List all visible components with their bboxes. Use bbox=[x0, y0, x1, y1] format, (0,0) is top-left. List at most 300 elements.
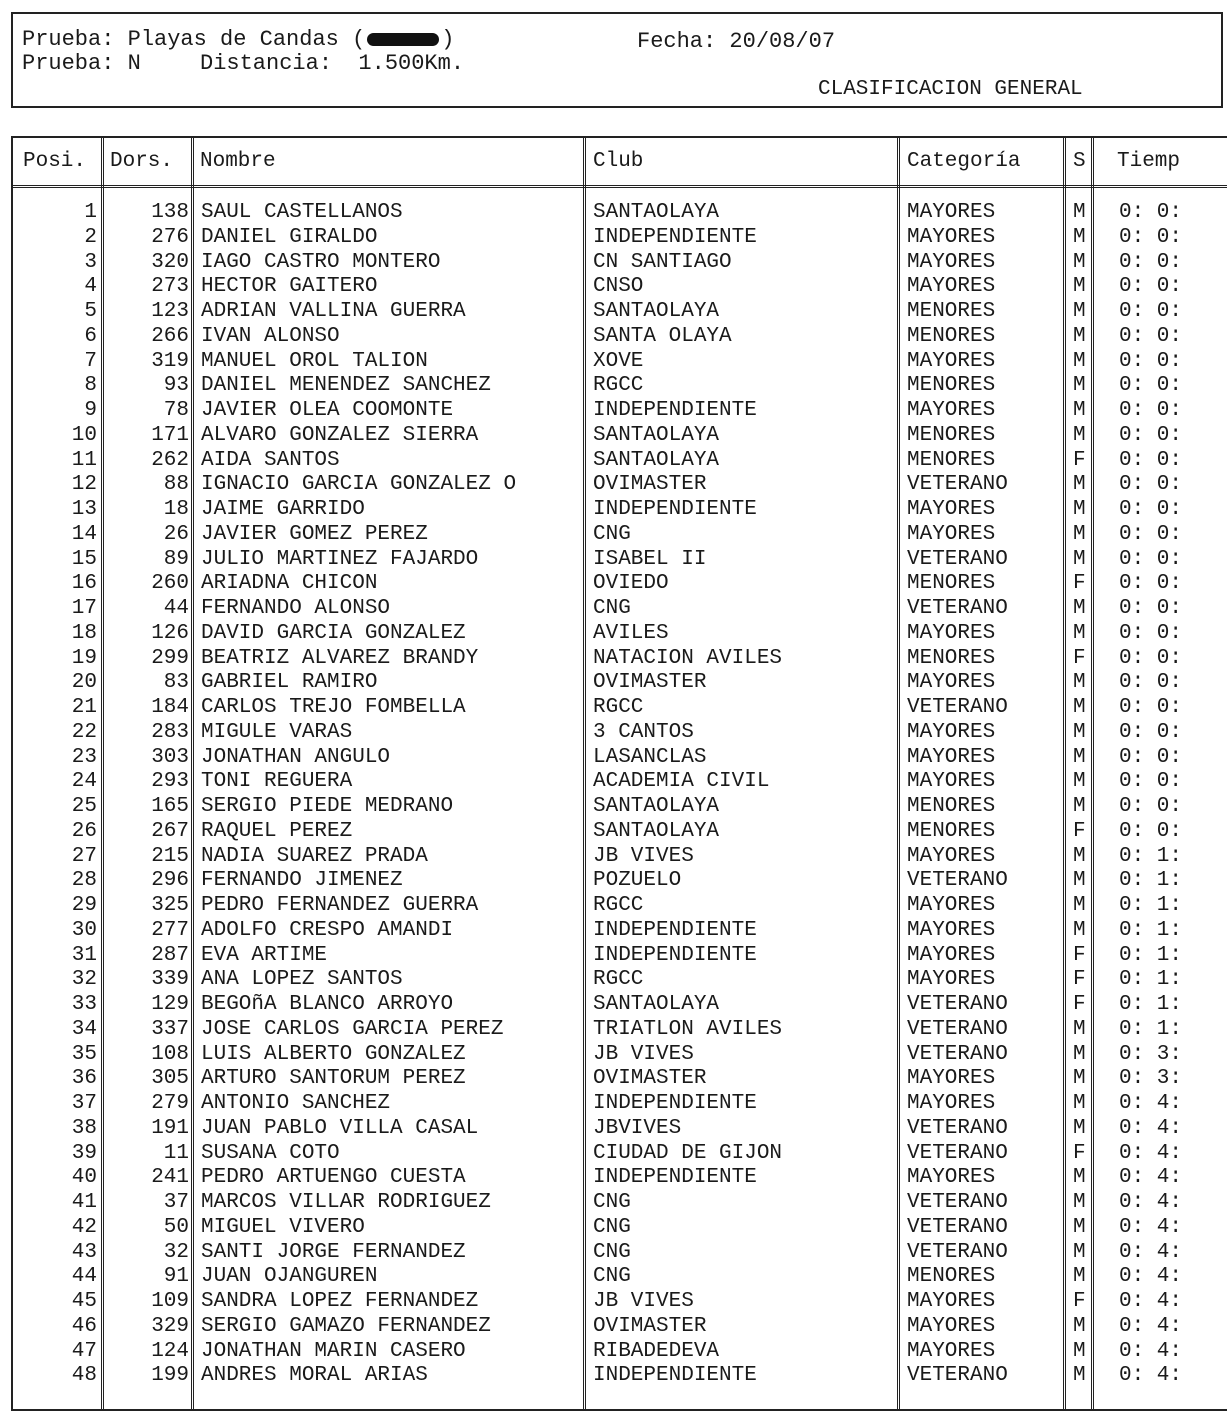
results-table bbox=[11, 136, 1227, 1411]
club-cell: JBVIVES bbox=[593, 1116, 682, 1140]
table-row bbox=[13, 868, 1227, 893]
time-cell: 0: 0: bbox=[1119, 399, 1183, 422]
club-cell: INDEPENDIENTE bbox=[593, 918, 757, 942]
time-cell: 0: 0: bbox=[1119, 275, 1183, 299]
position-cell: 30 bbox=[71, 918, 97, 942]
category-cell: MAYORES bbox=[907, 918, 996, 942]
time-cell: 0: 0: bbox=[1119, 720, 1183, 744]
table-row bbox=[13, 250, 1227, 275]
sex-cell: M bbox=[1073, 225, 1086, 249]
time-cell: 0: 1: bbox=[1119, 943, 1183, 967]
name-cell: RAQUEL PEREZ bbox=[201, 819, 353, 843]
sex-cell: M bbox=[1073, 1017, 1086, 1041]
name-cell: NADIA SUAREZ PRADA bbox=[201, 844, 428, 868]
club-cell: SANTAOLAYA bbox=[593, 819, 720, 843]
table-row bbox=[13, 918, 1227, 943]
bib-cell: 266 bbox=[151, 324, 189, 348]
bib-cell: 138 bbox=[151, 201, 189, 224]
sex-cell: M bbox=[1073, 275, 1086, 299]
name-cell: ALVARO GONZALEZ SIERRA bbox=[201, 423, 479, 447]
position-cell: 5 bbox=[84, 300, 97, 323]
category-cell: MAYORES bbox=[907, 770, 996, 794]
table-row bbox=[13, 398, 1227, 423]
table-row bbox=[13, 1116, 1227, 1141]
category-cell: MENORES bbox=[907, 819, 996, 843]
club-cell: CNG bbox=[593, 1215, 631, 1239]
bib-cell: 287 bbox=[151, 943, 189, 967]
col-header-club: Club bbox=[593, 150, 644, 173]
time-cell: 0: 1: bbox=[1119, 844, 1183, 868]
bib-cell: 91 bbox=[163, 1265, 189, 1289]
event-title bbox=[22, 28, 454, 52]
table-row bbox=[13, 596, 1227, 621]
time-cell: 0: 0: bbox=[1119, 374, 1183, 398]
club-cell: RGCC bbox=[593, 968, 644, 992]
bib-cell: 339 bbox=[151, 968, 189, 992]
position-cell: 41 bbox=[71, 1191, 97, 1214]
sex-cell: M bbox=[1073, 498, 1086, 521]
position-cell: 43 bbox=[71, 1240, 97, 1264]
category-cell: MAYORES bbox=[907, 621, 996, 645]
name-cell: MIGULE VARAS bbox=[201, 720, 353, 744]
position-cell: 26 bbox=[71, 819, 97, 843]
bib-cell: 279 bbox=[151, 1092, 189, 1115]
name-cell: ANDRES MORAL ARIAS bbox=[201, 1364, 428, 1388]
position-cell: 38 bbox=[71, 1116, 97, 1140]
club-cell: INDEPENDIENTE bbox=[593, 498, 757, 521]
sex-cell: M bbox=[1073, 869, 1086, 893]
club-cell: CNG bbox=[593, 1191, 631, 1214]
club-cell: JB VIVES bbox=[593, 1042, 694, 1066]
sex-cell: M bbox=[1073, 696, 1086, 719]
time-cell: 0: 4: bbox=[1119, 1364, 1183, 1388]
club-cell: AVILES bbox=[593, 621, 669, 645]
name-cell: PEDRO FERNANDEZ GUERRA bbox=[201, 894, 479, 917]
position-cell: 45 bbox=[71, 1290, 97, 1313]
bib-cell: 32 bbox=[163, 1240, 189, 1264]
time-cell: 0: 4: bbox=[1119, 1141, 1183, 1165]
bib-cell: 299 bbox=[151, 646, 189, 670]
category-cell: VETERANO bbox=[907, 597, 1008, 620]
club-cell: OVIEDO bbox=[593, 572, 669, 596]
category-cell: MENORES bbox=[907, 324, 996, 348]
club-cell: RGCC bbox=[593, 374, 644, 398]
name-cell: SANDRA LOPEZ FERNANDEZ bbox=[201, 1290, 479, 1313]
name-cell: MIGUEL VIVERO bbox=[201, 1215, 365, 1239]
bib-cell: 283 bbox=[151, 720, 189, 744]
category-cell: MAYORES bbox=[907, 522, 996, 546]
table-row bbox=[13, 769, 1227, 794]
club-cell: INDEPENDIENTE bbox=[593, 943, 757, 967]
club-cell: INDEPENDIENTE bbox=[593, 1364, 757, 1388]
sex-cell: M bbox=[1073, 1116, 1086, 1140]
bib-cell: 241 bbox=[151, 1166, 189, 1190]
club-cell: LASANCLAS bbox=[593, 745, 707, 769]
sex-cell: M bbox=[1073, 1364, 1086, 1388]
time-cell: 0: 0: bbox=[1119, 300, 1183, 323]
sex-cell: M bbox=[1073, 621, 1086, 645]
table-row bbox=[13, 695, 1227, 720]
category-cell: VETERANO bbox=[907, 473, 1008, 497]
table-row bbox=[13, 819, 1227, 844]
position-cell: 34 bbox=[71, 1017, 97, 1041]
name-cell: GABRIEL RAMIRO bbox=[201, 671, 378, 695]
category-cell: MENORES bbox=[907, 795, 996, 818]
bib-cell: 165 bbox=[151, 795, 189, 818]
redacted-mark bbox=[367, 33, 439, 46]
sex-cell: M bbox=[1073, 1166, 1086, 1190]
category-cell: MAYORES bbox=[907, 1314, 996, 1338]
position-cell: 15 bbox=[71, 547, 97, 571]
category-cell: VETERANO bbox=[907, 1141, 1008, 1165]
category-cell: VETERANO bbox=[907, 696, 1008, 719]
bib-cell: 11 bbox=[163, 1141, 189, 1165]
time-cell: 0: 0: bbox=[1119, 572, 1183, 596]
position-cell: 13 bbox=[71, 498, 97, 521]
time-cell: 0: 0: bbox=[1119, 473, 1183, 497]
category-cell: MAYORES bbox=[907, 399, 996, 422]
sex-cell: F bbox=[1073, 1290, 1086, 1313]
name-cell: IAGO CASTRO MONTERO bbox=[201, 250, 441, 274]
table-row bbox=[13, 522, 1227, 547]
table-row bbox=[13, 943, 1227, 968]
table-row bbox=[13, 1017, 1227, 1042]
name-cell: HECTOR GAITERO bbox=[201, 275, 378, 299]
time-cell: 0: 1: bbox=[1119, 1017, 1183, 1041]
col-header-sex: S bbox=[1073, 150, 1086, 173]
name-cell: SANTI JORGE FERNANDEZ bbox=[201, 1240, 466, 1264]
club-cell: XOVE bbox=[593, 349, 644, 373]
bib-cell: 89 bbox=[163, 547, 189, 571]
position-cell: 8 bbox=[84, 374, 97, 398]
category-cell: MENORES bbox=[907, 423, 996, 447]
sex-cell: M bbox=[1073, 522, 1086, 546]
position-cell: 24 bbox=[71, 770, 97, 794]
position-cell: 16 bbox=[71, 572, 97, 596]
position-cell: 29 bbox=[71, 894, 97, 917]
category-cell: MAYORES bbox=[907, 1339, 996, 1363]
time-cell: 0: 4: bbox=[1119, 1240, 1183, 1264]
time-cell: 0: 4: bbox=[1119, 1314, 1183, 1338]
name-cell: MARCOS VILLAR RODRIGUEZ bbox=[201, 1191, 491, 1214]
sex-cell: M bbox=[1073, 349, 1086, 373]
bib-cell: 171 bbox=[151, 423, 189, 447]
club-cell: OVIMASTER bbox=[593, 473, 707, 497]
name-cell: ANTONIO SANCHEZ bbox=[201, 1092, 391, 1115]
position-cell: 27 bbox=[71, 844, 97, 868]
bib-cell: 37 bbox=[163, 1191, 189, 1214]
sex-cell: M bbox=[1073, 770, 1086, 794]
club-cell: SANTAOLAYA bbox=[593, 300, 720, 323]
table-row bbox=[13, 324, 1227, 349]
bib-cell: 260 bbox=[151, 572, 189, 596]
club-cell: RGCC bbox=[593, 894, 644, 917]
club-cell: CNSO bbox=[593, 275, 644, 299]
time-cell: 0: 0: bbox=[1119, 423, 1183, 447]
position-cell: 22 bbox=[71, 720, 97, 744]
category-cell: MAYORES bbox=[907, 1290, 996, 1313]
event-distance: Distancia: 1.500Km. bbox=[200, 51, 465, 76]
club-cell: RIBADEDEVA bbox=[593, 1339, 720, 1363]
bib-cell: 303 bbox=[151, 745, 189, 769]
time-cell: 0: 0: bbox=[1119, 671, 1183, 695]
time-cell: 0: 1: bbox=[1119, 869, 1183, 893]
position-cell: 39 bbox=[71, 1141, 97, 1165]
name-cell: BEGOñA BLANCO ARROYO bbox=[201, 993, 454, 1016]
category-cell: MAYORES bbox=[907, 201, 996, 224]
club-cell: ACADEMIA CIVIL bbox=[593, 770, 770, 794]
table-row bbox=[13, 299, 1227, 324]
bib-cell: 276 bbox=[151, 225, 189, 249]
time-cell: 0: 4: bbox=[1119, 1116, 1183, 1140]
category-cell: VETERANO bbox=[907, 547, 1008, 571]
sex-cell: M bbox=[1073, 720, 1086, 744]
sex-cell: F bbox=[1073, 448, 1086, 472]
sex-cell: F bbox=[1073, 819, 1086, 843]
table-row bbox=[13, 720, 1227, 745]
club-cell: INDEPENDIENTE bbox=[593, 399, 757, 422]
category-cell: MENORES bbox=[907, 646, 996, 670]
table-row bbox=[13, 1042, 1227, 1067]
table-row bbox=[13, 1289, 1227, 1314]
bib-cell: 184 bbox=[151, 696, 189, 719]
time-cell: 0: 0: bbox=[1119, 522, 1183, 546]
category-cell: MENORES bbox=[907, 448, 996, 472]
sex-cell: M bbox=[1073, 844, 1086, 868]
table-row bbox=[13, 1363, 1227, 1388]
bib-cell: 78 bbox=[163, 399, 189, 422]
name-cell: ADOLFO CRESPO AMANDI bbox=[201, 918, 454, 942]
name-cell: JULIO MARTINEZ FAJARDO bbox=[201, 547, 479, 571]
position-cell: 7 bbox=[84, 349, 97, 373]
club-cell: CN SANTIAGO bbox=[593, 250, 732, 274]
col-header-pos: Posi. bbox=[23, 150, 87, 173]
time-cell: 0: 4: bbox=[1119, 1191, 1183, 1214]
position-cell: 4 bbox=[84, 275, 97, 299]
time-cell: 0: 1: bbox=[1119, 993, 1183, 1016]
club-cell: CNG bbox=[593, 1240, 631, 1264]
category-cell: MAYORES bbox=[907, 671, 996, 695]
club-cell: RGCC bbox=[593, 696, 644, 719]
sex-cell: M bbox=[1073, 250, 1086, 274]
time-cell: 0: 0: bbox=[1119, 770, 1183, 794]
category-cell: MAYORES bbox=[907, 225, 996, 249]
time-cell: 0: 0: bbox=[1119, 448, 1183, 472]
time-cell: 0: 0: bbox=[1119, 349, 1183, 373]
category-cell: VETERANO bbox=[907, 1042, 1008, 1066]
category-cell: MAYORES bbox=[907, 720, 996, 744]
time-cell: 0: 3: bbox=[1119, 1042, 1183, 1066]
time-cell: 0: 0: bbox=[1119, 225, 1183, 249]
sex-cell: M bbox=[1073, 597, 1086, 620]
time-cell: 0: 0: bbox=[1119, 597, 1183, 620]
bib-cell: 296 bbox=[151, 869, 189, 893]
table-row bbox=[13, 844, 1227, 869]
club-cell: JB VIVES bbox=[593, 1290, 694, 1313]
club-cell: ISABEL II bbox=[593, 547, 707, 571]
position-cell: 47 bbox=[71, 1339, 97, 1363]
table-row bbox=[13, 1165, 1227, 1190]
category-cell: MAYORES bbox=[907, 844, 996, 868]
table-row bbox=[13, 992, 1227, 1017]
time-cell: 0: 0: bbox=[1119, 324, 1183, 348]
table-row bbox=[13, 1215, 1227, 1240]
col-header-dors: Dors. bbox=[110, 150, 174, 173]
table-row bbox=[13, 1314, 1227, 1339]
bib-cell: 320 bbox=[151, 250, 189, 274]
club-cell: SANTAOLAYA bbox=[593, 201, 720, 224]
sex-cell: M bbox=[1073, 671, 1086, 695]
table-row bbox=[13, 1141, 1227, 1166]
name-cell: SUSANA COTO bbox=[201, 1141, 340, 1165]
club-cell: 3 CANTOS bbox=[593, 720, 694, 744]
sex-cell: F bbox=[1073, 646, 1086, 670]
category-cell: MAYORES bbox=[907, 250, 996, 274]
club-cell: CNG bbox=[593, 597, 631, 620]
table-row bbox=[13, 1240, 1227, 1265]
club-cell: SANTAOLAYA bbox=[593, 993, 720, 1016]
bib-cell: 305 bbox=[151, 1067, 189, 1091]
category-cell: MENORES bbox=[907, 572, 996, 596]
table-row bbox=[13, 621, 1227, 646]
position-cell: 28 bbox=[71, 869, 97, 893]
col-header-name: Nombre bbox=[200, 150, 276, 173]
table-row bbox=[13, 547, 1227, 572]
bib-cell: 215 bbox=[151, 844, 189, 868]
time-cell: 0: 0: bbox=[1119, 795, 1183, 818]
table-row bbox=[13, 1066, 1227, 1091]
time-cell: 0: 0: bbox=[1119, 819, 1183, 843]
position-cell: 23 bbox=[71, 745, 97, 769]
category-cell: MENORES bbox=[907, 300, 996, 323]
bib-cell: 273 bbox=[151, 275, 189, 299]
name-cell: ARIADNA CHICON bbox=[201, 572, 378, 596]
name-cell: EVA ARTIME bbox=[201, 943, 328, 967]
club-cell: TRIATLON AVILES bbox=[593, 1017, 783, 1041]
table-row bbox=[13, 893, 1227, 918]
sex-cell: M bbox=[1073, 201, 1086, 224]
time-cell: 0: 0: bbox=[1119, 621, 1183, 645]
bib-cell: 267 bbox=[151, 819, 189, 843]
sex-cell: M bbox=[1073, 1339, 1086, 1363]
position-cell: 6 bbox=[84, 324, 97, 348]
category-cell: MAYORES bbox=[907, 968, 996, 992]
time-cell: 0: 4: bbox=[1119, 1166, 1183, 1190]
table-row bbox=[13, 646, 1227, 671]
position-cell: 40 bbox=[71, 1166, 97, 1190]
sex-cell: M bbox=[1073, 547, 1086, 571]
sex-cell: M bbox=[1073, 1240, 1086, 1264]
name-cell: JONATHAN ANGULO bbox=[201, 745, 391, 769]
sex-cell: M bbox=[1073, 1067, 1086, 1091]
name-cell: IVAN ALONSO bbox=[201, 324, 340, 348]
sex-cell: F bbox=[1073, 993, 1086, 1016]
bib-cell: 50 bbox=[163, 1215, 189, 1239]
time-cell: 0: 4: bbox=[1119, 1215, 1183, 1239]
table-row bbox=[13, 497, 1227, 522]
time-cell: 0: 4: bbox=[1119, 1265, 1183, 1289]
position-cell: 18 bbox=[71, 621, 97, 645]
position-cell: 46 bbox=[71, 1314, 97, 1338]
bib-cell: 109 bbox=[151, 1290, 189, 1313]
sex-cell: M bbox=[1073, 1042, 1086, 1066]
club-cell: OVIMASTER bbox=[593, 1067, 707, 1091]
name-cell: FERNANDO ALONSO bbox=[201, 597, 391, 620]
position-cell: 42 bbox=[71, 1215, 97, 1239]
category-cell: VETERANO bbox=[907, 993, 1008, 1016]
event-date: Fecha: 20/08/07 bbox=[637, 29, 836, 54]
category-cell: MAYORES bbox=[907, 498, 996, 521]
name-cell: JAIME GARRIDO bbox=[201, 498, 365, 521]
position-cell: 37 bbox=[71, 1092, 97, 1115]
table-row bbox=[13, 670, 1227, 695]
name-cell: ARTURO SANTORUM PEREZ bbox=[201, 1067, 466, 1091]
time-cell: 0: 0: bbox=[1119, 646, 1183, 670]
time-cell: 0: 4: bbox=[1119, 1092, 1183, 1115]
bib-cell: 88 bbox=[163, 473, 189, 497]
club-cell: SANTAOLAYA bbox=[593, 423, 720, 447]
sex-cell: M bbox=[1073, 300, 1086, 323]
category-cell: MAYORES bbox=[907, 943, 996, 967]
category-cell: MAYORES bbox=[907, 1092, 996, 1115]
sex-cell: M bbox=[1073, 894, 1086, 917]
event-name: Prueba: Playas de Candas ( bbox=[22, 27, 366, 52]
time-cell: 0: 1: bbox=[1119, 894, 1183, 917]
position-cell: 32 bbox=[71, 968, 97, 992]
bib-cell: 277 bbox=[151, 918, 189, 942]
sex-cell: M bbox=[1073, 745, 1086, 769]
club-cell: JB VIVES bbox=[593, 844, 694, 868]
bib-cell: 26 bbox=[163, 522, 189, 546]
table-row bbox=[13, 472, 1227, 497]
name-cell: SERGIO PIEDE MEDRANO bbox=[201, 795, 454, 818]
position-cell: 31 bbox=[71, 943, 97, 967]
club-cell: CNG bbox=[593, 522, 631, 546]
club-cell: CIUDAD DE GIJON bbox=[593, 1141, 783, 1165]
time-cell: 0: 0: bbox=[1119, 498, 1183, 521]
bib-cell: 337 bbox=[151, 1017, 189, 1041]
bib-cell: 18 bbox=[163, 498, 189, 521]
name-cell: LUIS ALBERTO GONZALEZ bbox=[201, 1042, 466, 1066]
sex-cell: M bbox=[1073, 399, 1086, 422]
name-cell: JAVIER OLEA COOMONTE bbox=[201, 399, 454, 422]
bib-cell: 123 bbox=[151, 300, 189, 323]
time-cell: 0: 4: bbox=[1119, 1290, 1183, 1313]
bib-cell: 129 bbox=[151, 993, 189, 1016]
bib-cell: 262 bbox=[151, 448, 189, 472]
table-row bbox=[13, 1190, 1227, 1215]
table-row bbox=[13, 967, 1227, 992]
sex-cell: M bbox=[1073, 795, 1086, 818]
club-cell: OVIMASTER bbox=[593, 1314, 707, 1338]
name-cell: SAUL CASTELLANOS bbox=[201, 201, 403, 224]
position-cell: 9 bbox=[84, 399, 97, 422]
name-cell: DAVID GARCIA GONZALEZ bbox=[201, 621, 466, 645]
name-cell: CARLOS TREJO FOMBELLA bbox=[201, 696, 466, 719]
position-cell: 14 bbox=[71, 522, 97, 546]
position-cell: 1 bbox=[84, 201, 97, 224]
results-rows bbox=[13, 200, 1227, 1388]
name-cell: MANUEL OROL TALION bbox=[201, 349, 428, 373]
category-cell: MAYORES bbox=[907, 1166, 996, 1190]
name-cell: ADRIAN VALLINA GUERRA bbox=[201, 300, 466, 323]
col-header-time: Tiemp bbox=[1117, 150, 1181, 173]
name-cell: JONATHAN MARIN CASERO bbox=[201, 1339, 466, 1363]
name-cell: DANIEL MENENDEZ SANCHEZ bbox=[201, 374, 491, 398]
club-cell: INDEPENDIENTE bbox=[593, 1166, 757, 1190]
sex-cell: F bbox=[1073, 572, 1086, 596]
name-cell: AIDA SANTOS bbox=[201, 448, 340, 472]
